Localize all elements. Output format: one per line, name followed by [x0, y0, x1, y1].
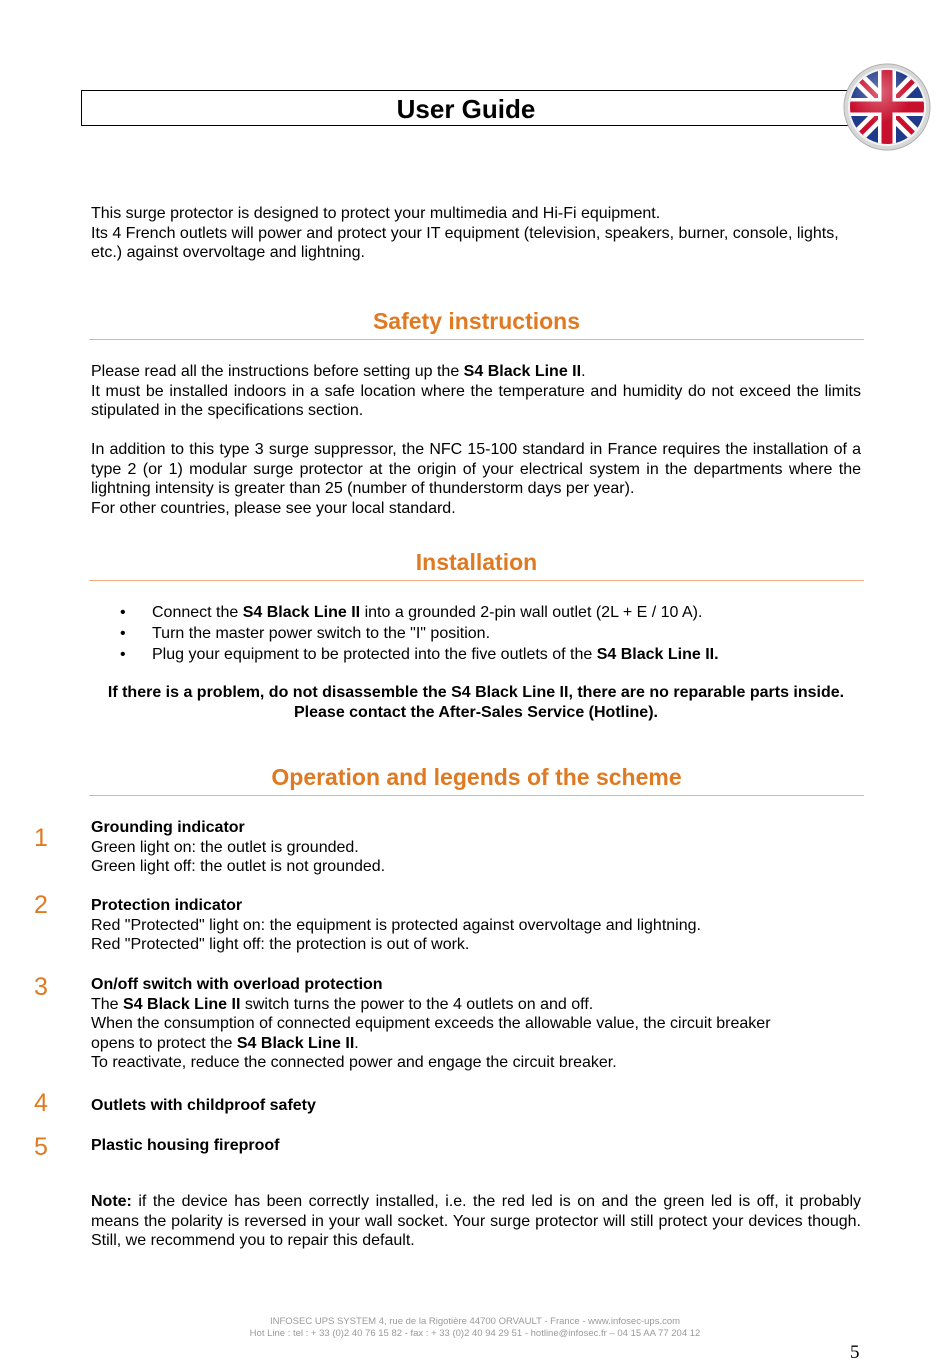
legend-item-3 [91, 975, 861, 1073]
safety-p1 [91, 362, 861, 382]
safety-p1-line2: It must be installed indoors in a safe location where the temperature and humidity do not exceed the limits stipulated in the specifications section. [91, 382, 861, 419]
list-item [91, 623, 861, 644]
legend-number-3: 3 [34, 973, 48, 1001]
intro-line-1: This surge protector is designed to protect your multimedia and Hi-Fi equipment. [91, 205, 661, 222]
legend-line: Green light off: the outlet is not grounded. [91, 858, 386, 875]
step-text: Turn the master power switch to the "I" position. [152, 625, 491, 642]
legend-item-5 [91, 1136, 861, 1156]
warning-text: If there is a problem, do not disassemble the S4 Black Line II, there are no reparable parts inside. Please contact the After-Sales Service (Hotline). [107, 684, 845, 721]
product-name: S4 Black Line II [242, 604, 361, 621]
legend-title: Grounding indicator [91, 819, 245, 836]
intro-line-2: Its 4 French outlets will power and protect your IT equipment (television, speakers, burner, console, lights, etc.) against overvoltage and lightning. [91, 224, 839, 261]
product-name: S4 Black Line II. [596, 646, 719, 663]
legend-item-2 [91, 896, 861, 955]
legend-text: switch turns the power to the 4 outlets on and off. [240, 995, 594, 1013]
legend-line [91, 1034, 861, 1054]
installation-steps [91, 602, 861, 665]
legend-line: When the consumption of connected equipment exceeds the allowable value, the circuit breaker [91, 1015, 771, 1032]
legend-number-4: 4 [34, 1089, 48, 1117]
bullet-icon: • [120, 646, 126, 663]
legend-item-4 [91, 1096, 861, 1116]
legend-title: Protection indicator [91, 897, 243, 914]
legend-title: On/off switch with overload protection [91, 976, 383, 993]
legend-title: Plastic housing fireproof [91, 1137, 280, 1154]
product-name: S4 Black Line II [123, 995, 241, 1013]
legend-line: Green light on: the outlet is grounded. [91, 838, 359, 856]
note-body: if the device has been correctly installed, i.e. the red led is on and the green led is off, it probably means the polarity is reversed in your wall socket. Your surge protector will still protect your devices though. Still, we recommend you to repair this default. [91, 1193, 861, 1249]
legend-item-1 [91, 818, 861, 877]
step-text: Plug your equipment to be protected into the five outlets of the [152, 646, 597, 663]
bullet-icon: • [120, 604, 126, 621]
uk-flag-icon [842, 62, 932, 152]
legend-number-2: 2 [34, 891, 48, 919]
page-number: 5 [850, 1342, 860, 1363]
note-text [91, 1192, 861, 1251]
safety-p1-text: Please read all the instructions before setting up the [91, 363, 464, 380]
legend-line: Red "Protected" light off: the protection is out of work. [91, 936, 470, 953]
safety-p2: In addition to this type 3 surge suppressor, the NFC 15-100 standard in France requires the installation of a type 2 (or 1) modular surge protector at the origin of your electrical system in the departments where the lightning intensity is greater than 25 (number of thunderstorm days per year). [91, 441, 861, 497]
legend-text: The [91, 995, 124, 1013]
bullet-icon: • [120, 625, 126, 642]
operation-heading: Operation and legends of the scheme [89, 764, 864, 796]
footer-address: INFOSEC UPS SYSTEM 4, rue de la Rigotière 44700 ORVAULT - France - www.infosec-ups.com [269, 1316, 681, 1327]
legend-text: . [354, 1034, 359, 1052]
installation-heading: Installation [89, 549, 864, 581]
legend-number-5: 5 [34, 1133, 48, 1161]
page-title: User Guide [81, 90, 851, 126]
legend-number-1: 1 [34, 824, 48, 852]
footer-hotline: Hot Line : tel : + 33 (0)2 40 76 15 82 - fax : + 33 (0)2 40 94 29 51 - hotline@infosec.fr – 04 15 AA 77 204 12 [249, 1328, 701, 1339]
safety-heading: Safety instructions [89, 308, 864, 340]
note-label: Note: [91, 1193, 132, 1210]
safety-p3: For other countries, please see your local standard. [91, 499, 456, 517]
list-item [91, 644, 861, 665]
list-item [91, 602, 861, 623]
product-name: S4 Black Line II [236, 1034, 355, 1052]
product-name: S4 Black Line II [463, 363, 582, 380]
safety-text [91, 362, 861, 518]
legend-text: opens to protect the [91, 1034, 237, 1052]
legend-line: Red "Protected" light on: the equipment is protected against overvoltage and lightning. [91, 916, 701, 934]
step-text-end: into a grounded 2-pin wall outlet (2L + E / 10 A). [360, 604, 703, 621]
legend-line: To reactivate, reduce the connected power and engage the circuit breaker. [91, 1054, 617, 1071]
intro-text [91, 204, 861, 263]
legend-line [91, 995, 861, 1015]
safety-p1-end: . [581, 363, 586, 380]
legend-title: Outlets with childproof safety [91, 1097, 316, 1114]
step-text: Connect the [152, 604, 243, 621]
